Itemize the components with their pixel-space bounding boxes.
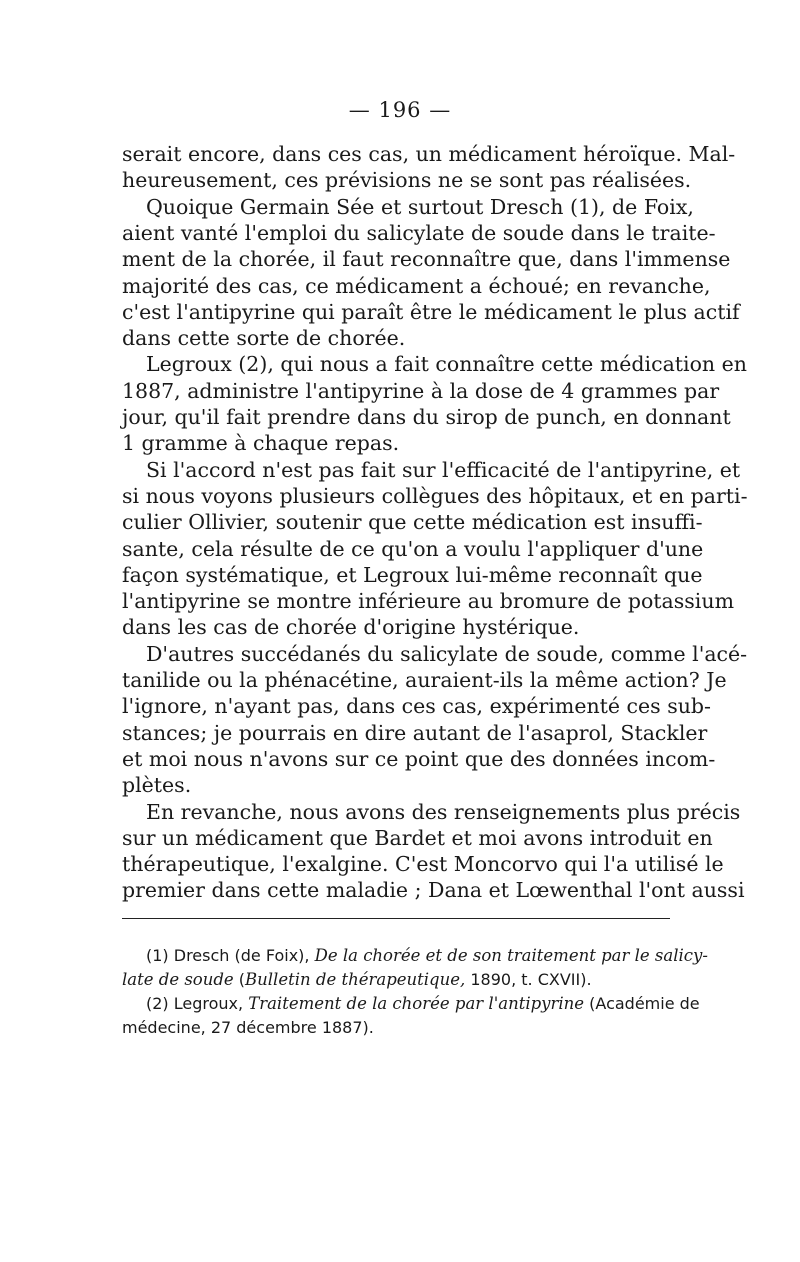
text-line: heureusement, ces prévisions ne se sont pas réalisées.: [122, 168, 692, 193]
text-line: ment de la chorée, il faut reconnaître que, dans l'immense: [122, 247, 731, 272]
text-line: culier Ollivier, soutenir que cette médication est insuffi-: [122, 510, 703, 535]
page-number: — 196 —: [348, 98, 452, 122]
footnote-2-title: Traitement de la chorée par l'antipyrine: [248, 994, 585, 1013]
text-line: si nous voyons plusieurs collègues des hôpitaux, et en parti-: [122, 483, 748, 508]
text-line: premier dans cette maladie ; Dana et Lœwenthal l'ont aussi: [122, 878, 745, 903]
footnote-1-title: De la chorée et de son traitement par le salicy-: [314, 946, 708, 965]
text-line: Quoique Germain Sée et surtout Dresch (1), de Foix,: [146, 194, 694, 219]
footnote-2-ref: (Académie de: [589, 994, 700, 1013]
text-line: D'autres succédanés du salicylate de soude, comme l'acé-: [146, 641, 748, 666]
footnote-2-line-1: [122, 992, 700, 1016]
footnote-1-line-2: [122, 968, 670, 992]
text-line: 1887, administre l'antipyrine à la dose de 4 grammes par: [122, 378, 720, 403]
text-line: aient vanté l'emploi du salicylate de soude dans le traite-: [122, 220, 716, 245]
text-line: l'ignore, n'ayant pas, dans ces cas, expérimenté ces sub-: [122, 694, 711, 719]
footnote-1-author: (1) Dresch (de Foix),: [146, 946, 310, 965]
footnote-1-title-cont: late de soude: [122, 970, 234, 989]
text-line: majorité des cas, ce médicament a échoué; en revanche,: [122, 273, 711, 298]
text-line: sur un médicament que Bardet et moi avons introduit en: [122, 825, 713, 850]
text-line: plètes.: [122, 773, 192, 798]
footnote-rule: [122, 918, 670, 919]
text-line: et moi nous n'avons sur ce point que des données incom-: [122, 746, 716, 771]
text-line: l'antipyrine se montre inférieure au bromure de potassium: [122, 589, 735, 614]
text-line: tanilide ou la phénacétine, auraient-ils la même action? Je: [122, 668, 727, 692]
text-line: sante, cela résulte de ce qu'on a voulu l'appliquer d'une: [122, 536, 704, 561]
footnote-1-open-paren: (: [238, 970, 246, 989]
text-line: façon systématique, et Legroux lui-même reconnaît que: [122, 562, 703, 587]
footnote-1-ref: 1890, t. CXVII).: [470, 970, 592, 989]
text-line: dans cette sorte de chorée.: [122, 326, 406, 351]
text-line: jour, qu'il fait prendre dans du sirop de punch, en donnant: [122, 405, 731, 429]
footnote-1-journal: Bulletin de thérapeutique,: [245, 970, 466, 989]
text-line: En revanche, nous avons des renseignements plus précis: [146, 799, 741, 824]
footnote-2-author: (2) Legroux,: [146, 994, 244, 1013]
text-line: c'est l'antipyrine qui paraît être le médicament le plus actif: [122, 299, 740, 324]
text-line: dans les cas de chorée d'origine hystérique.: [122, 615, 580, 640]
text-line: Si l'accord n'est pas fait sur l'efficacité de l'antipyrine, et: [146, 457, 741, 482]
text-line: 1 gramme à chaque repas.: [122, 431, 400, 456]
footnote-1-line-1: [122, 944, 708, 968]
text-line: Legroux (2), qui nous a fait connaître cette médication en: [146, 352, 747, 377]
text-line: serait encore, dans ces cas, un médicament héroïque. Mal-: [122, 142, 736, 166]
footnote-2-line-2: médecine, 27 décembre 1887).: [122, 1018, 374, 1037]
text-line: stances; je pourrais en dire autant de l'asaprol, Stackler: [122, 720, 708, 745]
text-line: thérapeutique, l'exalgine. C'est Moncorvo qui l'a utilisé le: [122, 852, 724, 877]
